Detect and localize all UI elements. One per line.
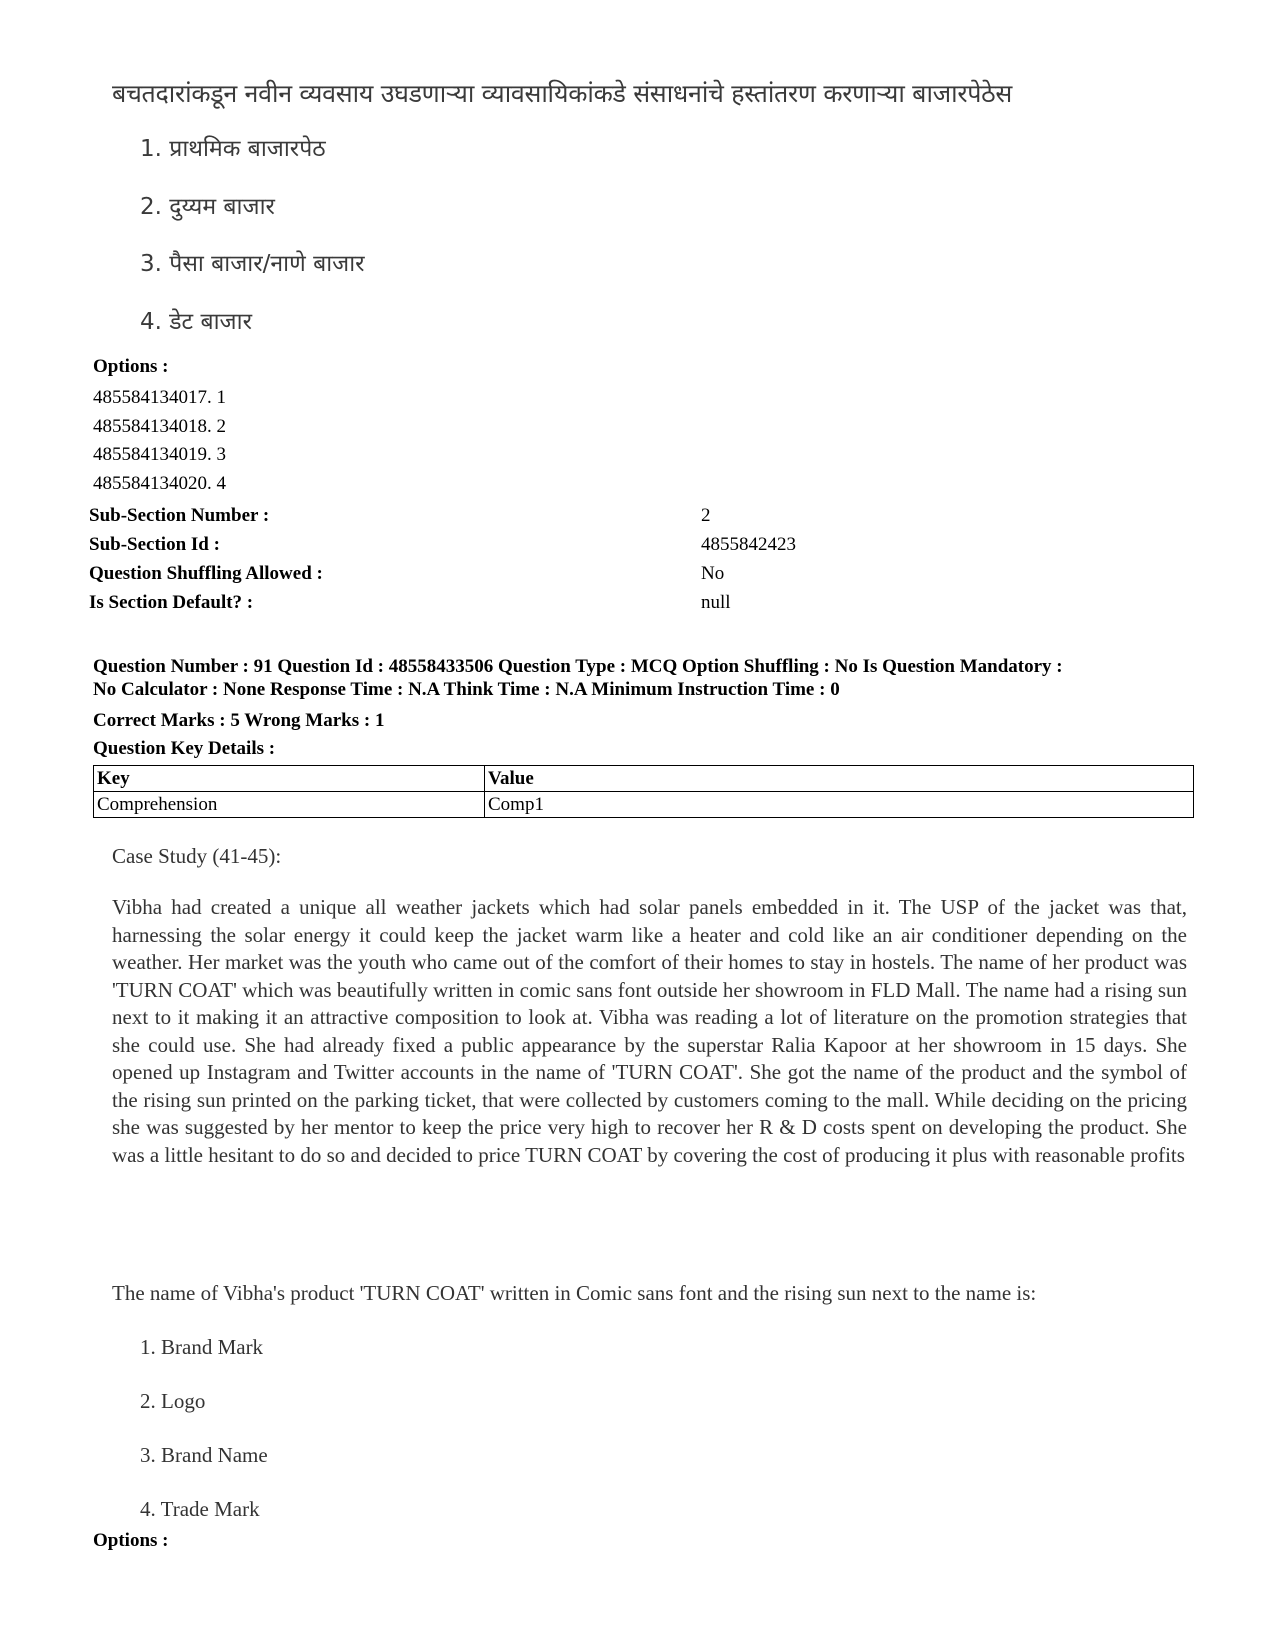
previous-question-choices <box>140 134 365 364</box>
meta-label: Sub-Section Id : <box>89 534 220 555</box>
table-row <box>94 792 1194 818</box>
question-info <box>93 655 1213 701</box>
key-table <box>93 765 1194 818</box>
question-info-line: No Calculator : None Response Time : N.A Think Time : N.A Minimum Instruction Time : 0 <box>93 679 840 700</box>
option-item: 485584134019. 3 <box>93 444 226 465</box>
marks-line: Correct Marks : 5 Wrong Marks : 1 <box>93 710 385 731</box>
case-study-title: Case Study (41-45): <box>112 844 282 868</box>
table-header-cell: Key <box>94 766 485 792</box>
choice-item: 1. प्राथमिक बाजारपेठ <box>140 136 326 162</box>
subsection-meta <box>89 505 1189 621</box>
table-cell: Comp1 <box>485 792 1194 818</box>
options-label: Options : <box>93 356 169 377</box>
options-list <box>93 387 226 501</box>
choice-item: 4. डेट बाजार <box>140 308 252 335</box>
meta-row <box>89 592 1189 621</box>
choice-item: 2. दुय्यम बाजार <box>140 193 275 220</box>
meta-row <box>89 534 1189 563</box>
meta-value: null <box>701 592 731 613</box>
meta-value: 4855842423 <box>701 534 796 555</box>
option-item: 485584134020. 4 <box>93 472 226 494</box>
case-study-text: Vibha had created a unique all weather jackets which had solar panels embedded in it. The USP of the jacket was that, harnessing the solar energy it could keep the jacket warm like a heater and cold like an air conditioner depending on the weather. Her market was the youth who came out of the comfort of their homes to stay in hostels. The name of her product was 'TURN COAT' which was beautifully written in comic sans font outside her showroom in FLD Mall. The name had a rising sun next to it making it an attractive composition to look at. Vibha was reading a lot of literature on the promotion strategies that she could use. She had already fixed a public appearance by the superstar Ralia Kapoor at her showroom in 15 days. She opened up Instagram and Twitter accounts in the name of 'TURN COAT'. She got the name of the product and the symbol of the rising sun printed on the parking ticket, that were collected by customers coming to the mall. While deciding on the pricing she was suggested by her mentor to keep the price very high to recover her R & D costs spent on developing the product. She was a little hesitant to do so and decided to price TURN COAT by covering the cost of producing it plus with reasonable profits <box>112 895 1187 1167</box>
meta-row <box>89 563 1189 592</box>
option-item: 485584134017. 1 <box>93 387 226 408</box>
meta-value: No <box>701 563 725 584</box>
choice-item: 3. Brand Name <box>140 1443 268 1467</box>
meta-row <box>89 505 1189 534</box>
options-label: Options : <box>93 1530 169 1551</box>
previous-question-text: बचतदारांकडून नवीन व्यवसाय उघडणाऱ्या व्यावसायिकांकडे संसाधनांचे हस्तांतरण करणाऱ्या बाजारपेठेस <box>112 79 1013 108</box>
option-item: 485584134018. 2 <box>93 415 226 437</box>
choice-item: 2. Logo <box>140 1389 206 1413</box>
meta-label: Question Shuffling Allowed : <box>89 563 323 584</box>
meta-label: Is Section Default? : <box>89 592 254 613</box>
choice-item: 4. Trade Mark <box>140 1497 260 1521</box>
meta-label: Sub-Section Number : <box>89 505 270 526</box>
table-cell: Comprehension <box>94 792 485 818</box>
question-text: The name of Vibha's product 'TURN COAT' written in Comic sans font and the rising sun next to the name is: <box>112 1281 1037 1305</box>
meta-value: 2 <box>701 505 711 526</box>
question-choices <box>140 1334 268 1550</box>
table-header-row <box>94 766 1194 792</box>
key-details-label: Question Key Details : <box>93 738 276 759</box>
question-info-line: Question Number : 91 Question Id : 48558433506 Question Type : MCQ Option Shuffling : No Is Question Mandatory : <box>93 656 1063 677</box>
table-header-cell: Value <box>485 766 1194 792</box>
choice-item: 3. पैसा बाजार/नाणे बाजार <box>140 251 365 277</box>
choice-item: 1. Brand Mark <box>140 1335 264 1359</box>
